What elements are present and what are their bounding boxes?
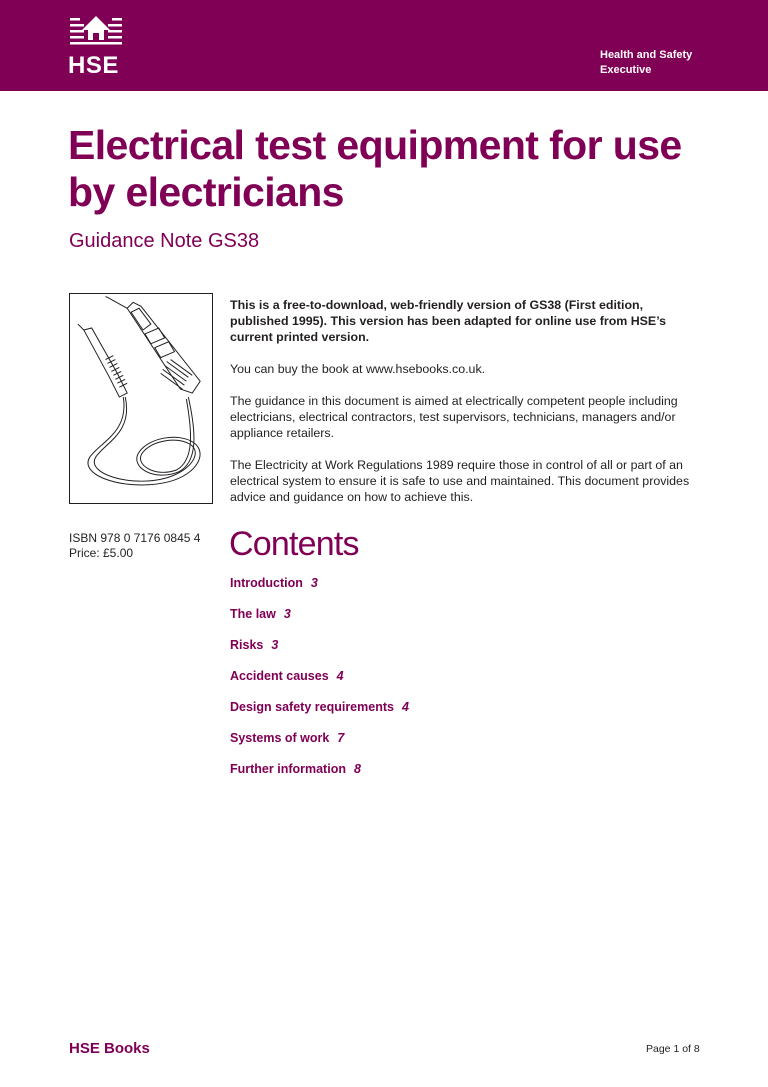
toc-item-further-information[interactable] (230, 761, 409, 792)
toc-label: Introduction (230, 576, 303, 590)
document-title (68, 122, 728, 216)
toc-label: Design safety requirements (230, 700, 394, 714)
title-line-2: by electricians (68, 169, 344, 215)
agency-line-2: Executive (600, 64, 652, 76)
intro-audience: The guidance in this document is aimed at electrically competent people including electricians, electrical contractors, test supervisors, technicians, managers and/or appliance retailers. (230, 394, 678, 440)
agency-line-1: Health and Safety (600, 49, 693, 61)
toc-item-design-safety[interactable] (230, 699, 409, 730)
toc-item-introduction[interactable] (230, 575, 409, 606)
publication-meta (69, 531, 219, 561)
toc-page: 3 (271, 638, 279, 652)
toc-item-risks[interactable] (230, 637, 409, 668)
contents-list (230, 575, 409, 792)
footer-publisher: HSE Books (69, 1040, 150, 1057)
toc-page: 4 (336, 669, 344, 683)
toc-item-accident-causes[interactable] (230, 668, 409, 699)
isbn: ISBN 978 0 7176 0845 4 (69, 531, 201, 545)
toc-page: 3 (310, 576, 318, 590)
contents-heading: Contents (229, 525, 359, 563)
toc-label: The law (230, 607, 276, 621)
toc-item-systems-of-work[interactable] (230, 730, 409, 761)
agency-name (600, 48, 740, 78)
intro-regulations: The Electricity at Work Regulations 1989 require those in control of all or part of an electrical system to ensure it is safe to use and maintained. This document provides advice and guidance on how to achieve this. (230, 458, 690, 504)
toc-page: 4 (401, 700, 409, 714)
header-banner (0, 0, 768, 91)
hse-logo-text: HSE (68, 52, 119, 79)
footer-page-number: Page 1 of 8 (646, 1043, 700, 1055)
intro-text (230, 297, 700, 521)
price: Price: £5.00 (69, 546, 134, 560)
toc-label: Systems of work (230, 731, 330, 745)
toc-label: Accident causes (230, 669, 329, 683)
toc-label: Risks (230, 638, 264, 652)
document-subtitle: Guidance Note GS38 (69, 230, 260, 252)
intro-buy: You can buy the book at www.hsebooks.co.uk. (230, 362, 486, 376)
toc-item-the-law[interactable] (230, 606, 409, 637)
intro-lead: This is a free-to-download, web-friendly version of GS38 (First edition, published 1995). This version has been adapted for online use from HSE’s current printed version. (230, 298, 667, 344)
title-line-1: Electrical test equipment for use (68, 122, 682, 168)
toc-label: Further information (230, 762, 346, 776)
toc-page: 3 (283, 607, 291, 621)
voltage-tester-figure (69, 293, 213, 504)
toc-page: 7 (337, 731, 345, 745)
voltage-tester-icon (70, 294, 212, 503)
toc-page: 8 (353, 762, 361, 776)
